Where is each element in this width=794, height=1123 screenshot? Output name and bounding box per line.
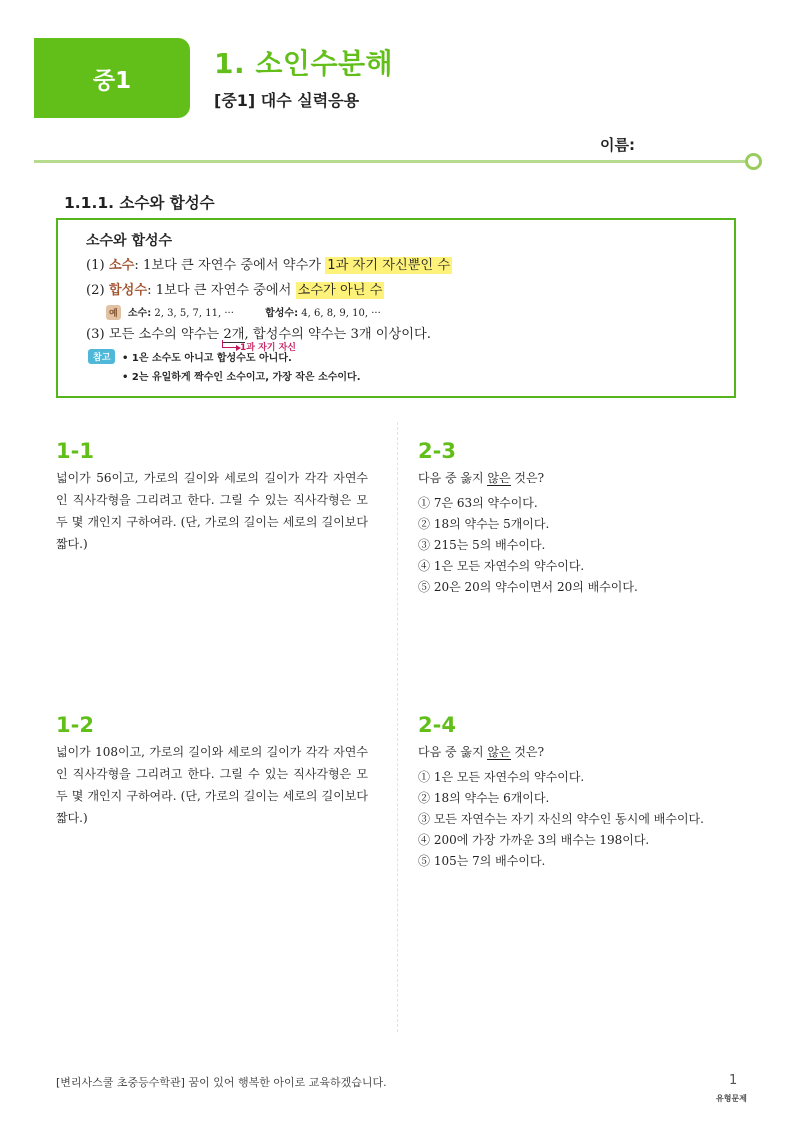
problem-number: 1-1 <box>56 439 94 463</box>
header-divider-end-circle <box>745 153 762 170</box>
problem-2-3 <box>418 438 738 598</box>
rule-composite <box>86 279 384 298</box>
problem-text: 넓이가 56이고, 가로의 길이와 세로의 길이가 각각 자연수인 직사각형을 그리려고 한다. 그릴 수 있는 직사각형은 모두 몇 개인지 구하여라. (단, 가로의 길이는 세로의 길이보다 짧다.) <box>56 471 368 551</box>
example-composites <box>265 308 381 319</box>
example-tag: 예 <box>106 305 121 320</box>
example-composites-values: 4, 6, 8, 9, 10, ··· <box>298 308 381 319</box>
choice-item: ③ 모든 자연수는 자기 자신의 약수인 동시에 배수이다. <box>418 812 704 826</box>
choice-list <box>418 493 738 598</box>
page-title: 1. 소인수분해 <box>214 47 394 80</box>
question-underlined: 않은 <box>487 471 511 485</box>
rule-divisor-underlined: 2개 <box>223 327 245 342</box>
example-primes-label: 소수: <box>127 308 152 319</box>
rule-prime-term: 소수 <box>108 258 135 273</box>
example-primes <box>128 308 234 319</box>
column-divider <box>397 422 398 1032</box>
name-label: 이름: <box>600 136 635 154</box>
rule-divisor-before: (3) 모든 소수의 약수는 <box>86 327 224 342</box>
problem-1-2 <box>56 712 368 829</box>
header-divider <box>34 160 750 163</box>
problem-2-4 <box>418 712 718 872</box>
choice-item: ② 18의 약수는 5개이다. <box>418 517 550 531</box>
problem-question <box>418 467 738 489</box>
problem-number: 2-4 <box>418 713 456 737</box>
example-composites-label: 합성수: <box>265 308 299 319</box>
rule-prime <box>86 254 452 273</box>
question-before: 다음 중 옳지 <box>418 471 488 485</box>
example-primes-values: 2, 3, 5, 7, 11, ··· <box>151 308 234 319</box>
callout-text: 1과 자기 자신 <box>240 343 296 353</box>
choice-item: ⑤ 105는 7의 배수이다. <box>418 854 546 868</box>
page-type-label: 유형문제 <box>716 1094 747 1103</box>
choice-item: ④ 200에 가장 가까운 3의 배수는 198이다. <box>418 833 650 847</box>
question-underlined: 않은 <box>487 745 511 759</box>
choice-item: ① 1은 모든 자연수의 약수이다. <box>418 770 585 784</box>
choice-item: ⑤ 20은 20의 약수이면서 20의 배수이다. <box>418 580 638 594</box>
problem-text: 넓이가 108이고, 가로의 길이와 세로의 길이가 각각 자연수인 직사각형을 그리려고 한다. 그릴 수 있는 직사각형은 모두 몇 개인지 구하여라. (단, 가로의 길이는 세로의 길이보다 짧다.) <box>56 745 368 825</box>
note-tag: 참고 <box>88 349 115 364</box>
rule-composite-prefix: (2) <box>86 283 109 298</box>
concept-box <box>56 218 736 398</box>
question-after: 것은? <box>510 471 545 485</box>
question-before: 다음 중 옳지 <box>418 745 488 759</box>
footer-text: [변리사스쿨 초중등수학관] 꿈이 있어 행복한 아이로 교육하겠습니다. <box>56 1076 387 1089</box>
choice-item: ② 18의 약수는 6개이다. <box>418 791 550 805</box>
choice-item: ③ 215는 5의 배수이다. <box>418 538 546 552</box>
note-item: • 2는 유일하게 짝수인 소수이고, 가장 작은 소수이다. <box>122 372 361 383</box>
rule-prime-body: : 1보다 큰 자연수 중에서 약수가 <box>134 258 326 273</box>
problem-number: 1-2 <box>56 713 94 737</box>
section-heading: 1.1.1. 소수와 합성수 <box>64 194 215 212</box>
problem-1-1 <box>56 438 368 555</box>
page-subtitle: [중1] 대수 실력응용 <box>214 91 360 110</box>
concept-box-title: 소수와 합성수 <box>86 233 173 249</box>
example-row <box>106 304 409 320</box>
choice-item: ① 7은 63의 약수이다. <box>418 496 538 510</box>
rule-composite-highlight: 소수가 아닌 수 <box>297 283 383 298</box>
rule-prime-prefix: (1) <box>86 258 109 273</box>
grade-badge: 중1 <box>34 38 190 118</box>
rule-divisor-after: , 합성수의 약수는 3개 이상이다. <box>244 327 431 342</box>
problem-question <box>418 741 718 763</box>
callout-arrow-icon <box>222 340 237 348</box>
rule-prime-highlight: 1과 자기 자신뿐인 수 <box>327 258 451 273</box>
note-item: • 1은 소수도 아니고 합성수도 아니다. <box>122 353 292 364</box>
rule-composite-body: : 1보다 큰 자연수 중에서 <box>147 283 296 298</box>
question-after: 것은? <box>510 745 545 759</box>
choice-item: ④ 1은 모든 자연수의 약수이다. <box>418 559 585 573</box>
page-number: 1 <box>729 1073 738 1088</box>
problem-number: 2-3 <box>418 439 456 463</box>
rule-composite-term: 합성수 <box>108 283 148 298</box>
choice-list <box>418 767 718 872</box>
